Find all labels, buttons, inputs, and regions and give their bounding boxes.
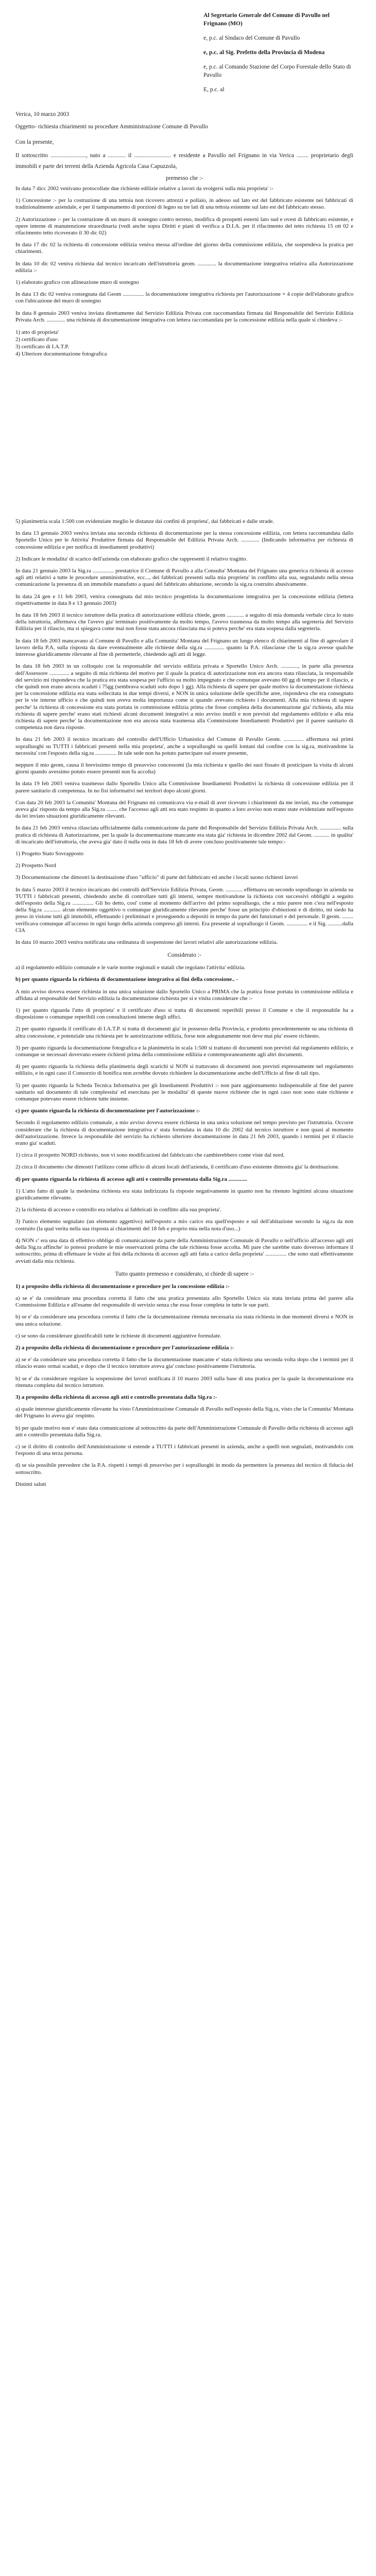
requested-doc-item: 3) certificato di I.A.T.P. [15, 344, 69, 350]
requested-doc-item: 2) certificato d'uso [15, 336, 58, 343]
chiede-section [15, 1283, 353, 1476]
continuation-paragraph: In data 21 feb 2003 veniva rilasciata ufficialmente dalla comunicazione da parte del Responsabile del Servizio Edilizia Privata Arch. ............... sulla pratica di richiesta di Autorizzazione, per la quale la documentazione mancante era stata gia' richiesta in dicembre 2002 dal Geom. ........... in qualita' di incaricato dell'istruttoria, che aveva gia' dato il nulla osta in data 18 feb di avere concluso positivamente tale tempo:- [15, 825, 353, 845]
chiede-title: Tutto quanto premesso e considerato, si chiede di sapere :- [115, 1270, 254, 1277]
recipient-line: e, p.c. al Sindaco del Comune di Pavullo [203, 35, 300, 41]
requested-doc-item: 1) atto di proprieta' [15, 329, 59, 336]
premise-section [15, 185, 353, 324]
considerato-paragraph: 2) per quanto riguarda il certificato di I.A.T.P. si tratta di documenti gia' in possesso della Provincia, e prodotto precedentemente su una richiesta di altra concessione, e potenziale una richiesta per le autorizzazione edilizia, forse non adeguatamente non deve mai piu' essere richiesto. [15, 1026, 353, 1039]
chiede-paragraph: 1) a proposito della richiesta di documentazione e procedure per la concessione edilizia :- [15, 1283, 230, 1290]
considerato-paragraph: 1) L'atto fatto di quale la medesima richiesta era stata indirizzata fa risposte negativamente in quanto non ha ritenuto legittimi alcuna situazione giuridicamente rilevante. [15, 1188, 353, 1201]
continuation-paragraph: In data 18 feb 2003 il tecnico istruttore della pratica di autorizzazione edilizia chiede, geom ............ a seguito di mia domanda verbale circa lo stato della istruttoria, affermava che l'avevo gia' terminato positivamente da molto tempo, l'avevo trasmessa da molto tempo alla segreteria del Servizio Edilizia per il rilascio, ma si spiegava come mai non fosse stata ancora rilasciata ma si poteva perche' era stata sospesa dalla segreteria. [15, 612, 353, 632]
considerato-paragraph: 2) circa il documento che dimostri l'utilizzo come ufficio di alcuni locali dell'azienda, il certificato d'uso esistente dimostra gia' la destinazione. [15, 1164, 340, 1171]
considerato-paragraph: 1) circa il prospetto NORD richiesto, non vi sono modificazioni del fabbricato che cambierebbero come viste dal nord. [15, 1152, 285, 1159]
considerato-paragraph: 4) NON c' era una data di effettivo obbligo di comunicazione da parte della Amministrazione Comunale di Pavullo o nell'ufficio all'accesso agli atti della Sig.ra affinche' io potessi produrre le mie osservazioni prima che tale richiesta fosse accolta. Mi pare che sarebbe stato doveroso informare il sottoscritto, prima di effettuare le visite ai fini della richiesta di accesso agli atti fatta a carico della proprieta' ............... che sono stati effettivamente avviati dalla mia richiesta. [15, 1237, 353, 1264]
continuation-paragraph: In data 19 feb 2003 veniva trasmesso dallo Sportello Unico alla Commissione Insediamenti Produttivi la richiesta di concessione edilizia per il parere sanitario di competenza. In no fisi informativi nei territori dopo alcuni giorni. [15, 781, 353, 794]
considerato-paragraph: Secondo il regolamento edilizio comunale, a mio avviso doveva essere richiesta in una unica soluzione nel tempo previsto per l'istruttoria. Occorre considerare che la richiesta di documentazione integrativa e' stata formulata in data 10 dic 2002 dal tecnico istruttore e non quasi al momento dell'autorizzazione. Invece la responsabile del servizio ha richiesto ulteriore documentazione in data 21 feb 2003, quando i termini per il rilascio erano gia' scaduti. [15, 1120, 353, 1147]
recipient-line: E, p.c. al [203, 87, 225, 93]
requested-docs-list [15, 329, 353, 358]
considerato-section [15, 964, 353, 1265]
considerato-paragraph: d) per quanto riguarda la richiesta di accesso agli atti e controllo presentata dalla Sig.ra ............. [15, 1176, 247, 1182]
continuation-paragraph: 2) Prospetto Nord [15, 862, 56, 869]
considerato-title: Considerato :- [167, 952, 201, 959]
considerato-paragraph: 1) per quanto riguarda l'atto di proprieta' e il certificato d'uso si tratta di documenti reperibili presso il Comune e che il responsabile ha a disposizione o comunque reperibili con consultazioni interne degli uffici. [15, 1007, 353, 1021]
considerato-paragraph: 5) per quanto riguarda la Scheda Tecnica Informativa per gli Insediamenti Produttivi :- non pare aggiornamento indispensabile al fine del parere sanitario sul documento di tale complessita' ed esercitata per le modalita' di queste nuove richieste che in ogni caso non sono state richieste e comunque potevano essere richieste tutte insieme. [15, 1082, 353, 1103]
recipient-line: Al Segretario Generale del Comune di Pavullo nel Frignano (MO) [203, 12, 330, 27]
continuation-paragraph: 3) Documentazione che dimostri la destinazione d'uso "ufficio" di parte del fabbricato ed anche i locali suono richiesti lavori [15, 874, 298, 881]
premise-paragraph: 1) elaborato grafico con allineazione muro di sostegno [15, 279, 139, 286]
premise-paragraph: In data 17 dic 02 la richiesta di concessione edilizia veniva messa all'ordine del giorno della commissione edilizia, che sospendeva la pratica per chiarimenti. [15, 242, 353, 255]
premise-paragraph: In data 8 gennaio 2003 veniva inviata direttamente dal Servizio Edilizia Privata con raccomandata firmata dal Responsabile del Servizio Edilizia Privata Arch. ............. una richiesta di documentazione integrativa con lettera raccomandata per la concessione edilizia nella quale si chiedeva :- [15, 310, 353, 323]
page-gap [15, 364, 353, 518]
premise-paragraph: In data 13 dic 02 veniva consegnata dal Geom ............... la documentazione integrativa richiesta per l'autorizzazione + 4 copie dell'elaborato grafico con l'ubicazione del muro di sostegno [15, 291, 353, 304]
continuation-paragraph: 1) Progetto Stato Sovrapposto [15, 850, 84, 857]
signoff: Distinti saluti [15, 1481, 46, 1487]
recipient-line: e, p.c. al Comando Stazione del Corpo Forestale dello Stato di Pavullo [203, 64, 351, 78]
premesso-title: premesso che :- [165, 175, 203, 181]
premise-paragraph: In data 7 dicc 2002 venivano protocollate due richieste edilizie relative a lavori da svolgersi sulla mia proprieta' :- [15, 185, 274, 192]
continuation-paragraph: In data 10 marzo 2003 veniva notificata una ordinanza di sospensione dei lavori relativi alle autorizzazione edilizia. [15, 939, 278, 945]
continuation-section [15, 518, 353, 946]
continuation-paragraph: In data 21 feb 2003 il tecnico incaricato del controllo dell'Ufficio Urbanistica del Comune di Pavullo Geom. .............. affermava sui primi sopralluoghi su TUTTI i fabbricati presenti nella mia proprieta', anche a sopralluoghi su quelli lontani dal confine con la sig.ra, motivandone la necessita' con l'esposto della sig.ra ............... In tale sede non ha potuto partecipare sul essere presente, [15, 736, 353, 756]
premise-paragraph: 1) Concessione :- per la costruzione di una tettoia non ricovero attrezzi e pollaio, in adesso sul lato est del fabbricato esistente nei fabbricati di tradizionalmente aziendale, e per il tamponamento di porzioni di legno su tre lati di una tettoia esistente sul lato est del fabbricato stesso. [15, 197, 353, 211]
chiede-paragraph: b) se e' da considerare una procedura corretta il fatto che la documentazione ritenuta necessaria sia stata richiesta in due momenti diversi e NON in una unica soluzione. [15, 1314, 353, 1327]
continuation-paragraph: In data 5 marzo 2003 il tecnico incaricato dei controlli dell'Servizio Edilizia Privata, Geom. ............ effettuava un secondo sopralluogo in azienda su TUTTI i fabbricati presenti, chiedendo anche di controllare tutti gli interni, sempre motivandone la richiesta con successivi obblighi a seguito dell'esposto della Sig.ra ............... Gli ho detto, cosi' come al momento dell'arrivo del primo sopralluogo, che a mio parere non c'era nell'esposto della Sig.ra ............ alcun elemento oggettivo o comunque giuridicamente rilevante perche' fosse un principio d'obiezioni e di diritto, mi siedo ha preso in visione tutti gli immobili, effettuando i preliminari e proseguendo a depositi in tempo da parte dei funzionari e del personale. Il geom. ........ verificava comunque all'accesso in ogni luogo della azienda compreso gli interni. Era presente al sopralluogo il Geom. ............... e il Sig. ..........dalla CIA [15, 886, 353, 934]
recipient-line: e, p.c. al Sig. Prefetto della Provincia di Modena [203, 49, 325, 56]
premise-paragraph: 2) Autorizzazione :- per la costruzione di un muro di sostegno contro terreno, modifica di prospetti esterni lato sud e ovest di fabbricato esistente, e opere interne di manutenzione straordinaria (vedi anche sopra Diritti e piani di verifica a D.I.A. per il rifacimento del tetto richiesta 15 ott 02 e rifacimento tetto ricoverato il 30 dic 02) [15, 216, 353, 236]
requested-doc-item: 4) Ulteriore documentazione fotografica [15, 351, 107, 358]
chiede-paragraph: d) se sia possibile prevedere che la P.A. rispetti i tempi di preavviso per i sopralluoghi in modo da permettere la presenza del tecnico di fiducia del sottoscritto. [15, 1462, 353, 1476]
chiede-paragraph: a) se e' da considerare una procedura corretta il fatto che la documentazione mancante e' stata richiesta una seconda volta dopo che i termini per il rilascio erano ormai scaduti, e dopo che il tecnico istruttore aveva gia' concluso positivamente l'istruttoria. [15, 1357, 353, 1370]
considerato-paragraph: A mio avviso doveva essere richiesta in una unica soluzione dallo Sportello Unico a PRIMA che la pratica fosse portata in commissione edilizia e affidata al responsabile del Servizio edilizia la documentazione richiesta per si e visita considerare che :- [15, 988, 353, 1002]
place-date: Verica, 10 marzo 2003 [15, 111, 70, 117]
continuation-paragraph: In data 24 gen e 11 feb 2003, veniva consegnata dal mio tecnico progettista la documentazione integrativa per la concessione edilizia (lettera rispettivamente in data 8 e 13 gennaio 2003) [15, 593, 353, 606]
continuation-paragraph: neppure il mio geom, causa il brevissimo tempo di preavviso concessomi (la mia richiesta e quello dei suoi fissato di posticipare la visita di alcuni giorni quando avessimo potuto essere presenti non fu accolta) [15, 761, 353, 775]
chiede-paragraph: a) quale interesse giuridicamente rilevante ha visto l'Amministrazione Comunale di Pavullo nell'esposto della Sig.ra, visto che la Comunita' Montana del Frignano lo aveva gia' respinto. [15, 1406, 354, 1419]
considerato-paragraph: 2) la richiesta di accesso e controllo era relativa ai fabbricati in conflitto alla sua proprieta'. [15, 1207, 221, 1213]
considerato-paragraph: c) per quanto riguarda la richiesta di documentazione per l'autorizzazione :- [15, 1108, 200, 1114]
continuation-paragraph: In data 18 feb 2003 mancavano al Comune di Pavullo e alla Comunita' Montana del Frignano un lungo elenco di chiarimenti al fine di agevolare il lavoro della P.A. sulla risposta da dare eventualmente alle richieste della sig.ra .............. quanto la P.A. rilasciasse che la sig.ra avesse qualche interesse giuridicamente rilevante al fine di permetterle, chiedendo agli atti di legge. [15, 637, 353, 658]
continuation-paragraph: Con data 20 feb 2003 la Comunita' Montana del Frignano mi comunicava via e-mail di aver ricevuto i chiarimenti da me inviati, ma che comunque aveva gia' risposto da tempo alla Sig.ra ........ che l'accesso agli atti era stato respinto in quanto a loro avviso non erano state evidenziate nell'esposto da lei inviato situazioni giuridicamente rilevanti. [15, 799, 353, 820]
considerato-paragraph: 3) l'unico elemento segnalato (un elemento aggettivo) nell'esposto a mio carico era quell'esposto e sul dell'abitazione secondo la sig.ra da non costruito (la qual verita nella sua risposta ai chiarimenti del 18 feb e proprio mia nella nota d'uso...) [15, 1218, 353, 1232]
continuation-paragraph: In data 21 gennaio 2003 la Sig.ra ............... prestatrice il Comune di Pavullo a alla Consulta' Montana del Frignano una generica richiesta di accesso agli atti relativi a tutte le procedure amministrative, ecc..., dei fabbricati presenti sulla mia proprieta' in conflitto alla sua, segnalando nella stessa comunicazione la presenza di un immobile manufatto a quasi del fabbricato abitazione, secondo la sig.ra costruito abusivamente. [15, 568, 353, 588]
considerato-paragraph: 4) per quanto riguarda la richiesta della planimetria degli scarichi si NON si trattavano di documenti non previsti espressamente nel regolamento edilizio, e in ogni caso il Consorzio di bonifica non avrebbe dovuto richiedere la documentazione anche dell'Ufficio al fine di tali tipo. [15, 1063, 353, 1077]
chiede-paragraph: c) se il diritto di controllo dell'Amministrazione si estende a TUTTI i fabbricati presenti in azienda, anche a quelli non segnalati, motivandolo con l'esposto di una terza persona. [15, 1443, 353, 1457]
considerato-paragraph: a) il regolamento edilizio comunale e le varie norme regionali e statali che regolano l'attivita' edilizia. [15, 964, 246, 971]
salutation: Con la presente, [15, 139, 54, 145]
continuation-paragraph: 2) Indicare le modalita' di scarico dell'azienda con elaborato grafico che rappresenti il relativo tragitto. [15, 555, 248, 562]
intro-paragraph: Il sottoscritto ........................, nato a ............ il ......................... e residente a Pavullo nel Frignano in via Verica ........ proprietario degli immobili e parte dei terreni della Azienda Agricola Casa Capuzzola, [15, 152, 353, 170]
chiede-paragraph: 2) a proposito della richiesta di documentazione e procedure per l'autorizzazione edilizia :- [15, 1344, 234, 1351]
continuation-paragraph: 5) planimetria scala 1:500 con evidenziate meglio le distanze dai confini di proprieta', dai fabbricati e dalle strade. [15, 518, 274, 525]
continuation-paragraph: In data 13 gennaio 2003 veniva inviata una seconda richiesta di documentazione per la stessa concessione edilizia, con lettera raccomandata dallo Sportello Unico per le Attivita' Produttive firmata dal Responsabile del Edilizia Privata Arch. ............. (Indicando informativa per richiesta di concessione edilizia e per notifica di insediamenti produttivi) [15, 530, 353, 550]
letter-object: Oggetto- richiesta chiarimenti su procedure Amministrazione Comune di Pavullo [15, 124, 208, 130]
premise-paragraph: In data 10 dic 02 veniva richiesta dal tecnico incaricato dell'istruttoria geom. ............. la documentazione integrativa relativa alla Autorizzazione edilizia :- [15, 260, 353, 274]
chiede-paragraph: b) se e' da considerare regolare la sospensione dei lavori notificata il 10 marzo 2003 sulla base di una pratica per la quale la documentazione era ritenuta completa dal tecnico istruttore. [15, 1375, 353, 1388]
chiede-paragraph: b) per quale motivo non e' stato data comunicazione al sottoscritto da parte dell'Amministrazione Comunale di Pavullo della richiesta di accesso agli atti e controllo presentata dalla Sig.ra. [15, 1425, 353, 1438]
chiede-paragraph: 3) a proposito della richiesta di accesso agli atti e controllo presentata dalla Sig.ra :- [15, 1394, 217, 1400]
considerato-paragraph: 3) per quanto riguarda la documentazione fotografica e la planimetria in scala 1:500 si trattano di documenti non previsti dal regolamento edilizio, e comunque se necessari dovevano essere richiesti prima della commissione edilizia e contemporaneamente agli altri documenti. [15, 1044, 353, 1058]
recipients-block [203, 11, 353, 94]
chiede-paragraph: c) se sono da considerare giustificabili tutte le richieste di documenti aggiuntive formulate. [15, 1332, 221, 1339]
considerato-paragraph: b) per quanto riguarda la richiesta di documentazione integrativa ai fini della concessione.. - [15, 976, 238, 983]
chiede-paragraph: a) se e' da considerare una procedura corretta il fatto che una pratica presentata allo Sportello Unico sia stata inviata prima del parere alla Commissione Edilizia e all'esame del responsabile di servizio senza che essa fosse completa in tutte le sue parti. [15, 1295, 353, 1309]
continuation-paragraph: In data 18 feb 2003 in un colloquio con la responsabile del servizio edilizia privata e Sportello Unico Arch. ............, in parte alla presenza dell'Assessore .............. a seguito di mia richiesta del motivo per il quale la pratica di autorizzazione non era ancora stata rilasciata, la responsabile del servizio mi rispondeva che la pratica era stata sospesa per l'ufficio su molto impegnato e che comunque avevano 60 gg di tempo per il rilascio, e che quindi non erano ancora scaduti i 75gg (sembrava scaduti solo dopo 1 gg). Alla richiesta di sapere per quale motivo la documentazione richiesta per la concessione edilizia era stata sollecitata in due tempi diversi, e NON in unica soluzione delle specifiche aree, rispondeva che era consegnato per le vie interne ufficio e che quindi non aveva molta importanza come si quando avevano richiesto i documenti. Alla mia richiesta di sapere perche' la richiesta di concessione era stata portata in commissione edilizia prima che fosse completa della documentazione gia' richiesta, alla mia richiesta di sapere perche' erano stati richiesti alcuni documenti integrativi a mio avviso inutili e non previsti dal regolamento edilizio e alla mia richiesta di sapere perche' la documentazione non era ancora stata trasmessa alla Commissione Insediamenti Produttivi per il parere sanitario di competenza non dava risposte. [15, 663, 353, 731]
